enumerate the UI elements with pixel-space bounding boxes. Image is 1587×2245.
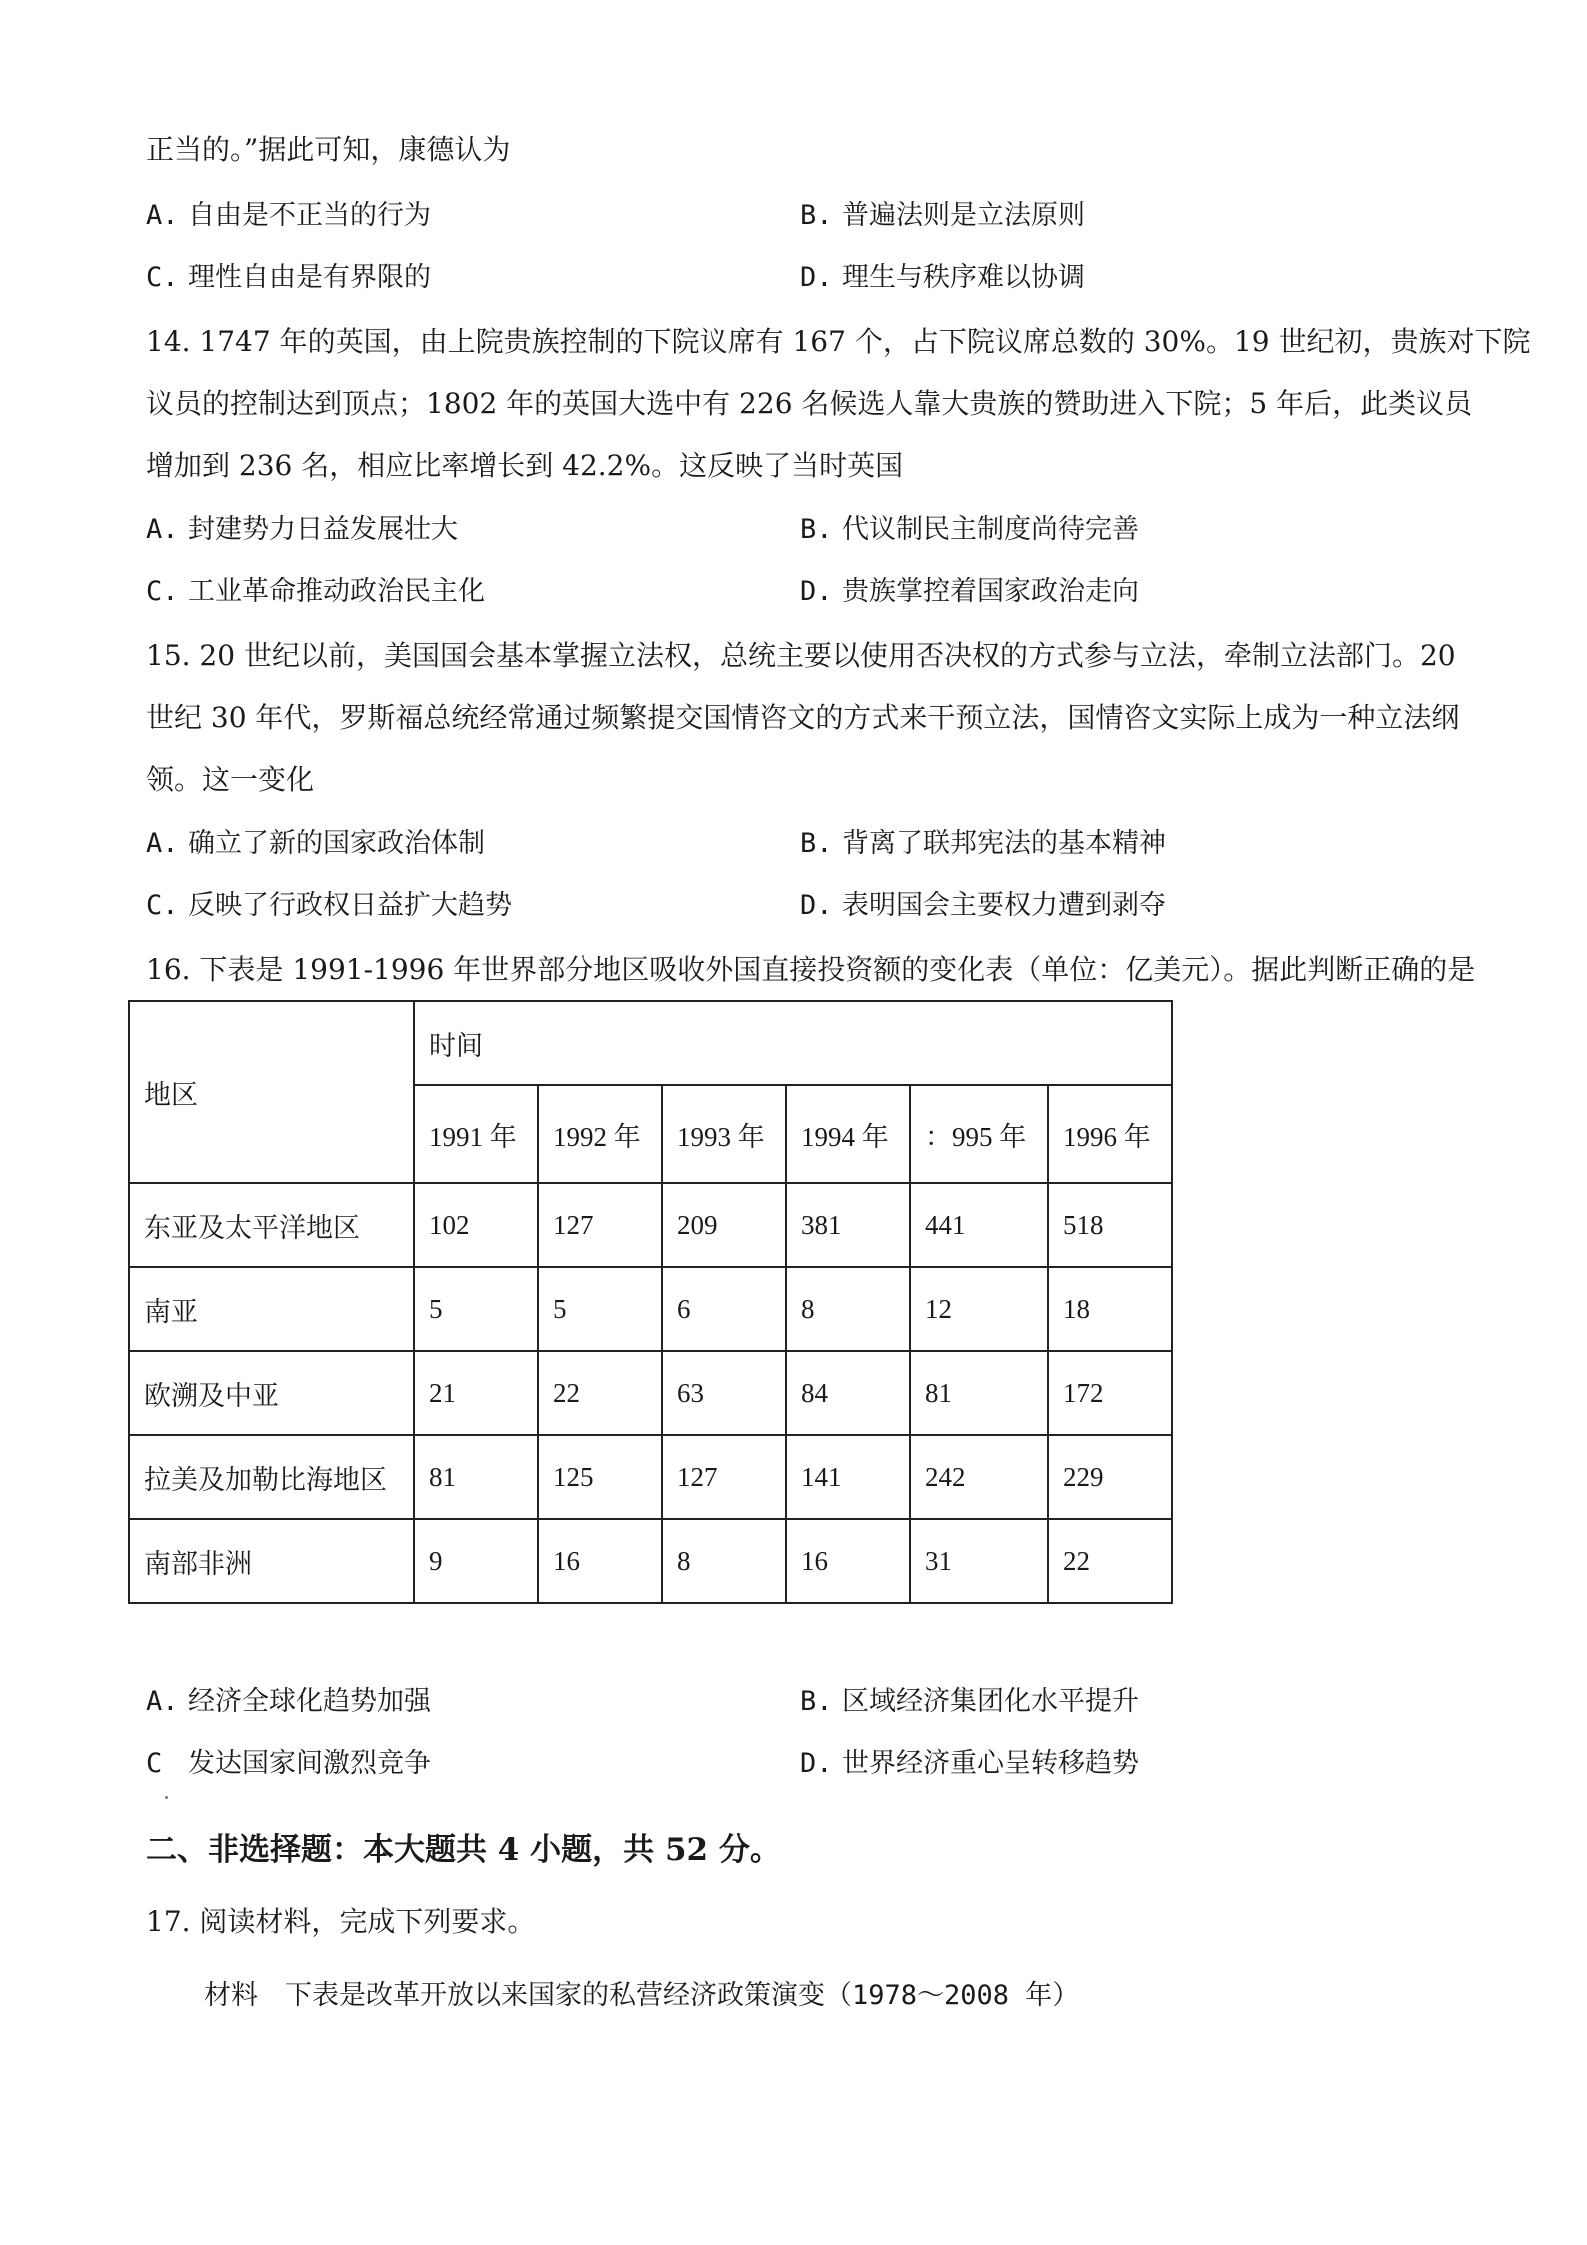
option-label: B. — [800, 514, 833, 545]
q14-stem-line1: 14. 1747 年的英国，由上院贵族控制的下院议席有 167 个，占下院议席总数的 30%。19 世纪初，贵族对下院 — [146, 325, 1531, 358]
value-cell: 22 — [538, 1351, 662, 1435]
scan-speck — [165, 1796, 168, 1799]
option-text: 贵族掌控着国家政治走向 — [842, 576, 1139, 607]
option-text: 背离了联邦宪法的基本精神 — [842, 828, 1166, 859]
option-text: 反映了行政权日益扩大趋势 — [188, 890, 512, 921]
option-label: C — [146, 1748, 163, 1779]
option-text: 代议制民主制度尚待完善 — [842, 514, 1139, 545]
option-text: 表明国会主要权力遭到剥夺 — [842, 890, 1166, 921]
option-label: A. — [146, 1686, 179, 1717]
q16-option-b — [800, 1682, 1139, 1722]
value-cell: 31 — [910, 1519, 1048, 1603]
region-cell: 欧溯及中亚 — [129, 1351, 414, 1435]
q16-option-d — [800, 1744, 1139, 1784]
value-cell: 84 — [786, 1351, 910, 1435]
value-cell: 63 — [662, 1351, 786, 1435]
value-cell: 381 — [786, 1183, 910, 1267]
q15-stem-line1: 15. 20 世纪以前，美国国会基本掌握立法权，总统主要以使用否决权的方式参与立法，牵制立法部门。20 — [146, 639, 1456, 672]
q16-option-a — [146, 1682, 431, 1722]
option-label: B. — [800, 200, 833, 231]
q13-option-a — [146, 196, 431, 236]
option-label: B. — [800, 1686, 833, 1717]
fdi-table — [128, 1000, 1173, 1604]
option-text: 普遍法则是立法原则 — [842, 200, 1085, 231]
option-label: D. — [800, 890, 833, 921]
table-row — [129, 1435, 1172, 1519]
option-label: D. — [800, 262, 833, 293]
option-label: C. — [146, 890, 179, 921]
table-row — [129, 1351, 1172, 1435]
option-text: 理性自由是有界限的 — [188, 262, 431, 293]
value-cell: 16 — [786, 1519, 910, 1603]
region-header: 地区 — [129, 1001, 414, 1183]
option-label: A. — [146, 514, 179, 545]
year-header: ：995 年 — [910, 1085, 1048, 1183]
value-cell: 209 — [662, 1183, 786, 1267]
q15-stem-line3: 领。这一变化 — [146, 763, 315, 796]
value-cell: 229 — [1048, 1435, 1172, 1519]
option-text: 区域经济集团化水平提升 — [842, 1686, 1139, 1717]
table-header-row — [129, 1001, 1172, 1085]
q15-option-c — [146, 886, 512, 926]
value-cell: 81 — [910, 1351, 1048, 1435]
option-text: 确立了新的国家政治体制 — [188, 828, 485, 859]
table-row — [129, 1267, 1172, 1351]
value-cell: 5 — [538, 1267, 662, 1351]
value-cell: 518 — [1048, 1183, 1172, 1267]
option-text: 世界经济重心呈转移趋势 — [842, 1748, 1139, 1779]
time-header: 时间 — [414, 1001, 1172, 1085]
option-text: 封建势力日益发展壮大 — [188, 514, 458, 545]
q13-option-c — [146, 258, 431, 298]
q15-option-d — [800, 886, 1166, 926]
q16-option-c — [146, 1744, 431, 1784]
value-cell: 127 — [662, 1435, 786, 1519]
year-header: 1994 年 — [786, 1085, 910, 1183]
q15-option-a — [146, 824, 485, 864]
value-cell: 22 — [1048, 1519, 1172, 1603]
q13-stem-tail: 正当的。”据此可知，康德认为 — [146, 133, 511, 166]
value-cell: 141 — [786, 1435, 910, 1519]
section-heading: 二、非选择题：本大题共 4 小题，共 52 分。 — [146, 1832, 781, 1868]
q17-stem: 17. 阅读材料，完成下列要求。 — [146, 1905, 536, 1938]
q13-option-d — [800, 258, 1085, 298]
year-header: 1993 年 — [662, 1085, 786, 1183]
value-cell: 441 — [910, 1183, 1048, 1267]
q16-stem: 16. 下表是 1991-1996 年世界部分地区吸收外国直接投资额的变化表（单位：亿美元）。据此判断正确的是 — [146, 953, 1476, 986]
value-cell: 127 — [538, 1183, 662, 1267]
q14-stem-line3: 增加到 236 名，相应比率增长到 42.2%。这反映了当时英国 — [146, 449, 904, 482]
option-label: D. — [800, 1748, 833, 1779]
value-cell: 102 — [414, 1183, 538, 1267]
option-label: C. — [146, 576, 179, 607]
table-row — [129, 1183, 1172, 1267]
value-cell: 16 — [538, 1519, 662, 1603]
value-cell: 8 — [786, 1267, 910, 1351]
material-caption: 材料 下表是改革开放以来国家的私营经济政策演变（1978～2008 年） — [204, 1980, 1080, 2011]
region-cell: 南部非洲 — [129, 1519, 414, 1603]
value-cell: 5 — [414, 1267, 538, 1351]
value-cell: 172 — [1048, 1351, 1172, 1435]
value-cell: 21 — [414, 1351, 538, 1435]
value-cell: 18 — [1048, 1267, 1172, 1351]
option-label: B. — [800, 828, 833, 859]
option-text: 工业革命推动政治民主化 — [188, 576, 485, 607]
q15-stem-line2: 世纪 30 年代，罗斯福总统经常通过频繁提交国情咨文的方式来干预立法，国情咨文实际上成为一种立法纲 — [146, 701, 1460, 734]
q15-option-b — [800, 824, 1166, 864]
value-cell: 9 — [414, 1519, 538, 1603]
value-cell: 81 — [414, 1435, 538, 1519]
region-cell: 拉美及加勒比海地区 — [129, 1435, 414, 1519]
option-label: D. — [800, 576, 833, 607]
year-header: 1996 年 — [1048, 1085, 1172, 1183]
option-label: C. — [146, 262, 179, 293]
q14-stem-line2: 议员的控制达到顶点；1802 年的英国大选中有 226 名候选人靠大贵族的赞助进入下院；5 年后，此类议员 — [146, 387, 1473, 420]
value-cell: 242 — [910, 1435, 1048, 1519]
value-cell: 8 — [662, 1519, 786, 1603]
option-text: 发达国家间激烈竞争 — [188, 1748, 431, 1779]
option-label: A. — [146, 828, 179, 859]
region-cell: 东亚及太平洋地区 — [129, 1183, 414, 1267]
q14-option-a — [146, 510, 458, 550]
year-header: 1992 年 — [538, 1085, 662, 1183]
option-text: 理生与秩序难以协调 — [842, 262, 1085, 293]
table-row — [129, 1519, 1172, 1603]
option-text: 经济全球化趋势加强 — [188, 1686, 431, 1717]
q14-option-d — [800, 572, 1139, 612]
option-label: A. — [146, 200, 179, 231]
value-cell: 12 — [910, 1267, 1048, 1351]
region-cell: 南亚 — [129, 1267, 414, 1351]
option-text: 自由是不正当的行为 — [188, 200, 431, 231]
value-cell: 125 — [538, 1435, 662, 1519]
year-header: 1991 年 — [414, 1085, 538, 1183]
q14-option-c — [146, 572, 485, 612]
q13-option-b — [800, 196, 1085, 236]
value-cell: 6 — [662, 1267, 786, 1351]
q14-option-b — [800, 510, 1139, 550]
